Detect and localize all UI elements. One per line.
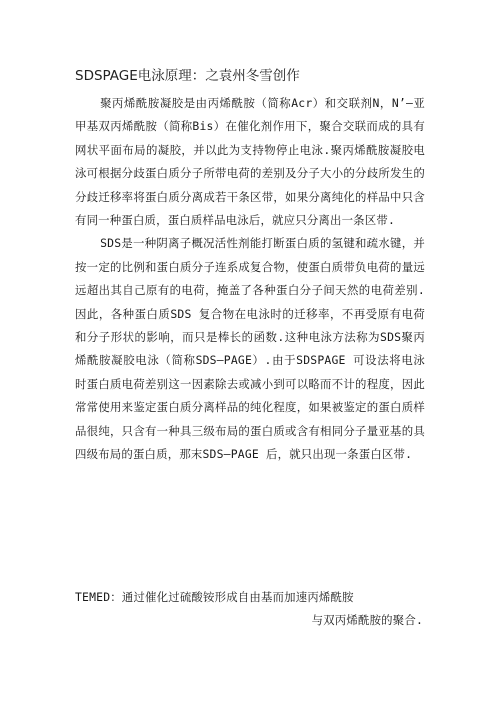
paragraph-polyacrylamide: 聚丙烯酰胺凝胶是由丙烯酰胺（简称Acr）和交联剂N，N’—亚甲基双丙烯酰胺（简称Bis）在催化剂作用下，聚合交联而成的具有网状平面布局的凝胶，并以此为支持物停止电泳.聚丙烯酰胺凝胶电泳可根据分歧蛋白质分子所带电荷的差别及分子大小的分歧所发生的分歧迁移率将蛋白质分离成若干条区带，如果分离纯化的样品中只含有同一种蛋白质，蛋白质样品电泳后，就应只分离出一条区带. [75,96,425,228]
document-title: SDSPAGE电泳原理：之袁州冬雪创作 [75,68,300,84]
document-body [75,92,425,467]
temed-line-2: 与双丙烯酰胺的聚合. [311,613,423,628]
temed-note [75,586,425,633]
paragraph-sds: SDS是一种阴离子概况活性剂能打断蛋白质的氢键和疏水键，并按一定的比例和蛋白质分子连系成复合物，使蛋白质带负电荷的量远远超出其自己原有的电荷，掩盖了各种蛋白分子间天然的电荷差别.因此，各种蛋白质SDS 复合物在电泳时的迁移率，不再受原有电荷和分子形状的影响，而只是棒长的函数.这种电泳方法称为SDS聚丙烯酰胺凝胶电泳（简称SDS—PAGE）.由于SDSPAGE 可设法将电泳时蛋白质电荷差别这一因素除去或减小到可以略而不计的程度，因此常常使用来鉴定蛋白质分离样品的纯化程度，如果被鉴定的蛋白质样品很纯，只含有一种具三级布局的蛋白质或含有相同分子量亚基的具四级布局的蛋白质，那末SDS—PAGE 后，就只出现一条蛋白区带. [75,236,425,462]
temed-line-1: TEMED：通过催化过硫酸铵形成自由基而加速丙烯酰胺 [75,590,354,604]
